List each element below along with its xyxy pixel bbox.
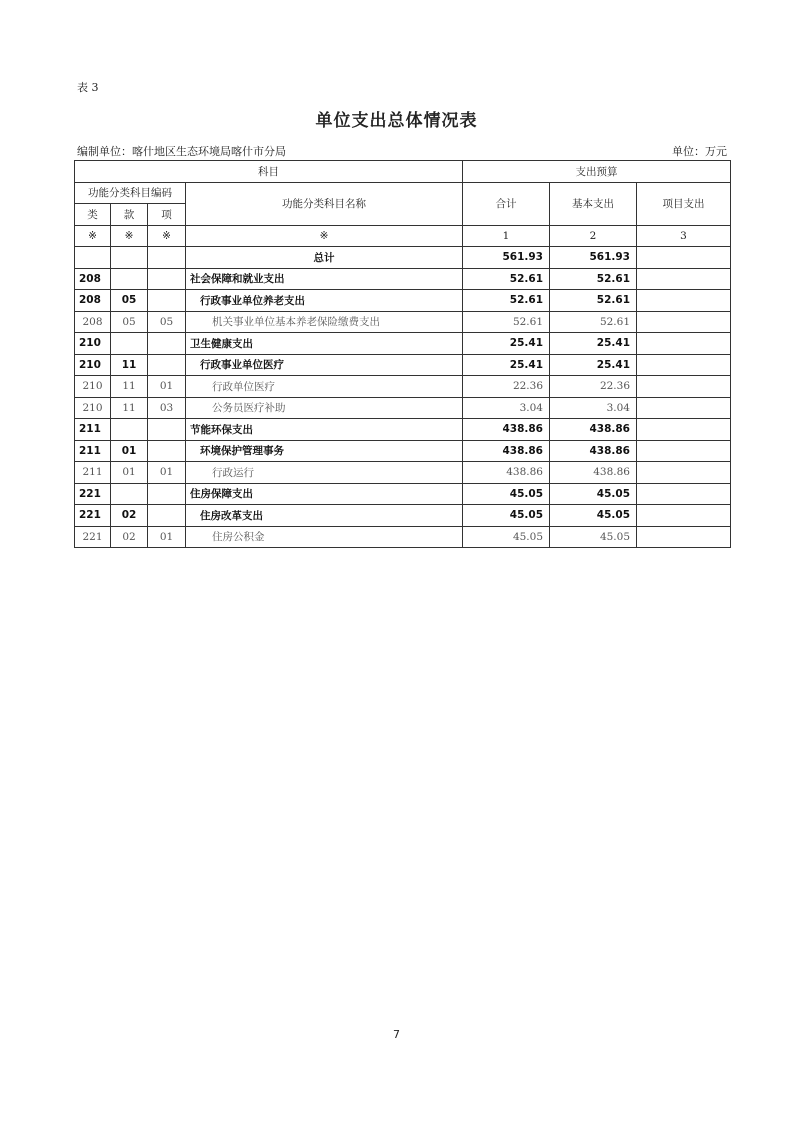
code-lei-cell: 210	[75, 376, 111, 398]
total-cell: 45.05	[463, 483, 550, 505]
index-row	[75, 225, 731, 247]
table-row	[75, 333, 731, 355]
kuan-header: 款	[111, 204, 148, 226]
code-lei-cell: 208	[75, 290, 111, 312]
xiang-header: 项	[148, 204, 186, 226]
basic-cell: 45.05	[550, 483, 637, 505]
project-cell	[637, 483, 731, 505]
index-cell: 3	[637, 225, 731, 247]
code-lei-cell: 221	[75, 505, 111, 527]
total-basic: 561.93	[550, 247, 637, 269]
basic-cell: 52.61	[550, 311, 637, 333]
subject-name-cell: 行政事业单位养老支出	[186, 290, 463, 312]
basic-cell: 45.05	[550, 526, 637, 548]
total-row	[75, 247, 731, 269]
code-kuan-cell: 02	[111, 505, 148, 527]
basic-cell: 438.86	[550, 462, 637, 484]
mark-cell: ※	[148, 225, 186, 247]
code-xiang-cell: 01	[148, 526, 186, 548]
header-row-2	[75, 182, 731, 204]
total-cell: 52.61	[463, 290, 550, 312]
table-row	[75, 290, 731, 312]
subject-name-cell: 机关事业单位基本养老保险缴费支出	[186, 311, 463, 333]
project-cell	[637, 419, 731, 441]
empty-cell	[148, 247, 186, 269]
total-cell: 3.04	[463, 397, 550, 419]
table-row	[75, 419, 731, 441]
project-cell	[637, 397, 731, 419]
subject-name-cell: 住房保障支出	[186, 483, 463, 505]
org-label: 编制单位：喀什地区生态环境局喀什市分局	[77, 145, 286, 158]
project-cell	[637, 505, 731, 527]
code-lei-cell: 210	[75, 397, 111, 419]
code-lei-cell: 221	[75, 526, 111, 548]
code-xiang-cell: 01	[148, 376, 186, 398]
table-row	[75, 311, 731, 333]
code-lei-cell: 211	[75, 419, 111, 441]
code-lei-cell: 210	[75, 333, 111, 355]
table-row	[75, 526, 731, 548]
code-kuan-cell: 11	[111, 397, 148, 419]
page-number: 7	[393, 1028, 400, 1041]
table-row	[75, 462, 731, 484]
basic-header: 基本支出	[550, 182, 637, 225]
basic-cell: 45.05	[550, 505, 637, 527]
code-lei-cell: 211	[75, 462, 111, 484]
project-cell	[637, 376, 731, 398]
name-header: 功能分类科目名称	[186, 182, 463, 225]
index-cell: 1	[463, 225, 550, 247]
empty-cell	[75, 247, 111, 269]
total-project	[637, 247, 731, 269]
code-xiang-cell: 03	[148, 397, 186, 419]
table-row	[75, 483, 731, 505]
index-cell: 2	[550, 225, 637, 247]
code-xiang-cell	[148, 290, 186, 312]
project-cell	[637, 354, 731, 376]
total-cell: 438.86	[463, 440, 550, 462]
lei-header: 类	[75, 204, 111, 226]
code-kuan-cell: 11	[111, 376, 148, 398]
mark-cell: ※	[186, 225, 463, 247]
table-row	[75, 397, 731, 419]
basic-cell: 25.41	[550, 333, 637, 355]
basic-cell: 3.04	[550, 397, 637, 419]
code-xiang-cell: 01	[148, 462, 186, 484]
total-cell: 45.05	[463, 526, 550, 548]
basic-cell: 52.61	[550, 290, 637, 312]
project-cell	[637, 333, 731, 355]
code-xiang-cell	[148, 354, 186, 376]
subject-name-cell: 公务员医疗补助	[186, 397, 463, 419]
total-header: 合计	[463, 182, 550, 225]
project-cell	[637, 462, 731, 484]
subject-name-cell: 住房公积金	[186, 526, 463, 548]
code-xiang-cell	[148, 419, 186, 441]
subject-name-cell: 社会保障和就业支出	[186, 268, 463, 290]
code-xiang-cell	[148, 440, 186, 462]
basic-cell: 22.36	[550, 376, 637, 398]
code-xiang-cell	[148, 333, 186, 355]
code-kuan-cell	[111, 483, 148, 505]
empty-cell	[111, 247, 148, 269]
basic-cell: 438.86	[550, 419, 637, 441]
table-row	[75, 268, 731, 290]
code-lei-cell: 221	[75, 483, 111, 505]
subject-name-cell: 住房改革支出	[186, 505, 463, 527]
subject-name-cell: 行政单位医疗	[186, 376, 463, 398]
mark-cell: ※	[111, 225, 148, 247]
code-kuan-cell	[111, 419, 148, 441]
code-kuan-cell	[111, 333, 148, 355]
code-lei-cell: 211	[75, 440, 111, 462]
total-cell: 438.86	[463, 419, 550, 441]
subject-name-cell: 行政运行	[186, 462, 463, 484]
basic-cell: 25.41	[550, 354, 637, 376]
code-kuan-cell	[111, 268, 148, 290]
total-cell: 438.86	[463, 462, 550, 484]
code-kuan-cell: 02	[111, 526, 148, 548]
code-group-header: 功能分类科目编码	[75, 182, 186, 204]
total-cell: 52.61	[463, 311, 550, 333]
subject-name-cell: 环境保护管理事务	[186, 440, 463, 462]
total-value: 561.93	[463, 247, 550, 269]
code-xiang-cell	[148, 505, 186, 527]
budget-header: 支出预算	[463, 161, 731, 183]
total-cell: 25.41	[463, 354, 550, 376]
total-label: 总计	[186, 247, 463, 269]
project-cell	[637, 526, 731, 548]
subject-name-cell: 节能环保支出	[186, 419, 463, 441]
basic-cell: 52.61	[550, 268, 637, 290]
code-kuan-cell: 01	[111, 462, 148, 484]
code-xiang-cell: 05	[148, 311, 186, 333]
code-xiang-cell	[148, 268, 186, 290]
total-cell: 22.36	[463, 376, 550, 398]
table-number: 表 3	[77, 81, 99, 94]
total-cell: 25.41	[463, 333, 550, 355]
table-row	[75, 440, 731, 462]
code-kuan-cell: 01	[111, 440, 148, 462]
code-lei-cell: 210	[75, 354, 111, 376]
project-cell	[637, 311, 731, 333]
table-row	[75, 354, 731, 376]
code-xiang-cell	[148, 483, 186, 505]
subject-header: 科目	[75, 161, 463, 183]
code-kuan-cell: 11	[111, 354, 148, 376]
subject-name-cell: 行政事业单位医疗	[186, 354, 463, 376]
basic-cell: 438.86	[550, 440, 637, 462]
project-cell	[637, 440, 731, 462]
code-kuan-cell: 05	[111, 290, 148, 312]
total-cell: 52.61	[463, 268, 550, 290]
code-lei-cell: 208	[75, 311, 111, 333]
total-cell: 45.05	[463, 505, 550, 527]
table-row	[75, 505, 731, 527]
project-header: 项目支出	[637, 182, 731, 225]
subject-name-cell: 卫生健康支出	[186, 333, 463, 355]
code-lei-cell: 208	[75, 268, 111, 290]
project-cell	[637, 268, 731, 290]
mark-cell: ※	[75, 225, 111, 247]
project-cell	[637, 290, 731, 312]
unit-label: 单位：万元	[672, 145, 727, 158]
table-row	[75, 376, 731, 398]
header-row-1	[75, 161, 731, 183]
code-kuan-cell: 05	[111, 311, 148, 333]
page-title: 单位支出总体情况表	[315, 111, 478, 131]
expenditure-table	[74, 160, 731, 548]
